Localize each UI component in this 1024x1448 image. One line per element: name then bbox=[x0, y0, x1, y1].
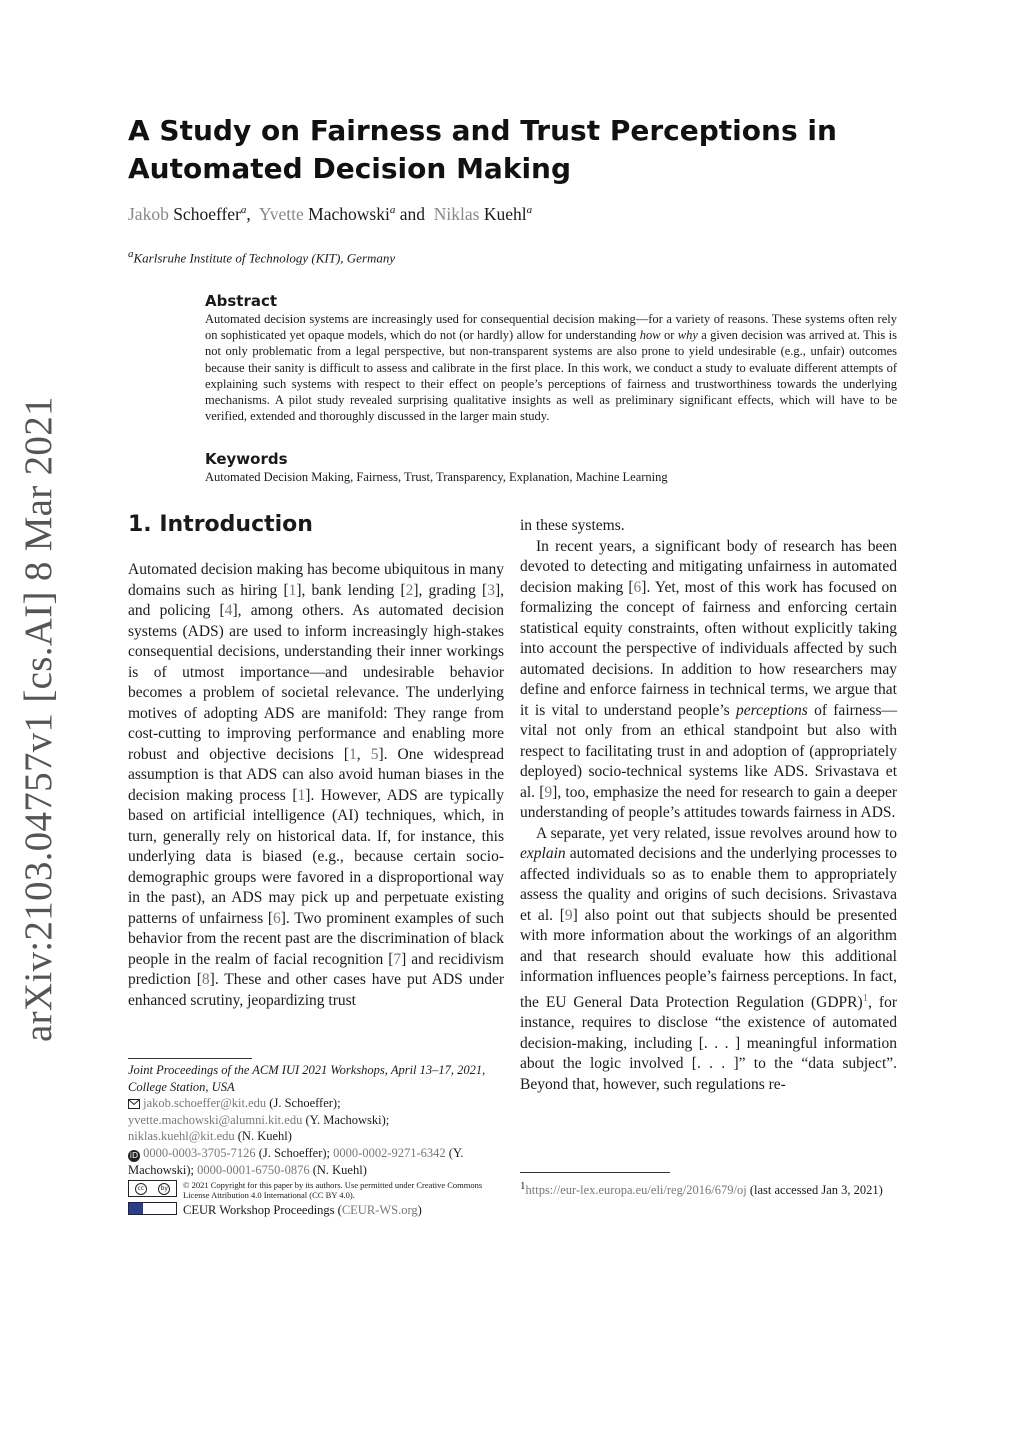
body-text: ], grading [ bbox=[413, 581, 488, 599]
citation-link[interactable]: 9 bbox=[564, 906, 573, 924]
proceedings-link[interactable]: CEUR-WS.org bbox=[341, 1203, 418, 1217]
email-owner: (Y. Machowski); bbox=[302, 1112, 390, 1127]
body-text: ] and recidivism prediction [ bbox=[128, 950, 504, 988]
citation-link[interactable]: 4 bbox=[224, 602, 233, 619]
proceedings-label: CEUR Workshop Proceedings ( bbox=[183, 1203, 342, 1217]
author-affil-mark: a bbox=[389, 204, 396, 217]
email-link[interactable]: yvette.machowski@alumni.kit.edu bbox=[128, 1112, 303, 1127]
intro-paragraph bbox=[520, 824, 897, 1096]
affiliation-mark: a bbox=[128, 248, 134, 260]
author-first-name: Jakob bbox=[128, 204, 169, 224]
author-first-name: Yvette bbox=[258, 204, 304, 224]
citation-link[interactable]: 7 bbox=[393, 950, 402, 968]
body-text: ]. One widespread assumption is that ADS can also avoid human biases in the decision making process [ bbox=[128, 745, 504, 804]
keywords-text: Automated Decision Making, Fairness, Trust, Transparency, Explanation, Machine Learning bbox=[205, 470, 668, 484]
body-text: automated decisions and the underlying processes to affected individuals so as to enable them to appropriately assess the quality and origins of such decisions. Srivastava et al. [ bbox=[520, 845, 897, 924]
abstract-body bbox=[205, 311, 897, 424]
paper-title: A Study on Fairness and Trust Perceptions in Automated Decision Making bbox=[128, 114, 837, 185]
intro-paragraph-continued: in these systems. bbox=[520, 517, 625, 534]
affiliation bbox=[128, 248, 395, 266]
left-column bbox=[128, 510, 504, 1011]
body-text: ], too, emphasize the need for research to gain a deeper understanding of people’s attitudes towards fairness in ADS. bbox=[520, 783, 897, 821]
body-text: , for instance, requires to disclose “the existence of automated decision-making, including [. . . ] meaningful information about the logic involved [. . . ]” to the “data subject”. Beyond that, however, such regulations re- bbox=[520, 993, 897, 1093]
abstract-emph: how bbox=[639, 328, 661, 343]
body-text: ], and policing [ bbox=[128, 581, 504, 619]
author-first-name: Niklas bbox=[433, 204, 480, 224]
intro-paragraph bbox=[128, 560, 504, 1011]
license-row bbox=[128, 1180, 504, 1200]
email-owner: (N. Kuehl) bbox=[234, 1129, 292, 1143]
emphasis-text: explain bbox=[520, 845, 566, 862]
body-text: In recent years, a significant body of research has been devoted to detecting and mitigating unfairness in automated decision making [ bbox=[520, 537, 897, 596]
abstract-emph: why bbox=[677, 328, 698, 343]
gdpr-footnote bbox=[520, 1178, 897, 1199]
author-last-name: Kuehl bbox=[483, 204, 527, 224]
venue-note: Joint Proceedings of the ACM IUI 2021 Workshops, April 13–17, 2021, College Station, USA bbox=[128, 1063, 486, 1094]
envelope-icon bbox=[128, 1099, 140, 1109]
body-text: ], bank lending [ bbox=[296, 581, 406, 599]
footnote-text: (last accessed Jan 3, 2021) bbox=[746, 1183, 883, 1198]
author-last-name: Machowski bbox=[308, 204, 390, 224]
author-list bbox=[128, 204, 532, 225]
orcid-owner: (Y. Machowski); bbox=[128, 1145, 464, 1177]
citation-link[interactable]: 1 bbox=[349, 745, 357, 763]
body-text: ]. Yet, most of this work has focused on formalizing the concept of fairness and enforcing certain statistical equity constraints, often without explicitly taking into account the perspective of individuals affected by such automated decisions. In addition to how researchers may define and enforce fairness in technical terms, we argue that it is vital to understand people’s bbox=[520, 578, 897, 719]
cc-by-license-icon: cc by bbox=[128, 1180, 177, 1197]
author-last-name: Schoeffer bbox=[173, 204, 241, 224]
email-line bbox=[128, 1128, 504, 1145]
affiliation-text: Karlsruhe Institute of Technology (KIT), Germany bbox=[133, 250, 396, 266]
body-text: ], among others. As automated decision systems (ADS) are used to inform increasingly high-stakes consequential decisions, understanding their inner workings is of utmost importance—and undesirable behavior becomes a problem of societal relevance. The underlying motives of adopting ADS are manifold: They range from cost-cutting to improving performance and enabling more robust and objective decisions [ bbox=[128, 602, 505, 763]
author-affil-mark: a bbox=[240, 204, 247, 217]
orcid-owner: (N. Kuehl) bbox=[309, 1162, 367, 1177]
citation-link[interactable]: 3 bbox=[487, 581, 495, 599]
citation-link[interactable]: 9 bbox=[544, 783, 553, 801]
author-affil-mark: a bbox=[526, 204, 533, 217]
footnote-number: 1 bbox=[520, 1180, 526, 1192]
orcid-link[interactable]: 0000-0001-6750-0876 bbox=[197, 1162, 310, 1177]
body-text: Automated decision making has become ubiquitous in many domains such as hiring [ bbox=[128, 561, 504, 599]
citation-link[interactable]: 1 bbox=[288, 581, 297, 599]
body-text: A separate, yet very related, issue revolves around how to bbox=[536, 824, 897, 842]
footnote-rule bbox=[128, 1058, 252, 1059]
body-text: ]. However, ADS are typically based on artificial intelligence (AI) techniques, which, in turn, generally rely on historical data. If, for instance, this underlying data is biased (e.g., because certain socio-demographic groups were favored in a disproportional way in the past), an ADS may pick up and perpetuate existing patterns of unfairness [ bbox=[128, 786, 504, 927]
author-separator: and bbox=[399, 204, 425, 224]
intro-paragraph bbox=[520, 537, 897, 824]
citation-link[interactable]: 6 bbox=[633, 578, 642, 596]
body-text: ]. These and other cases have put ADS under enhanced scrutiny, jeopardizing trust bbox=[128, 971, 504, 1009]
abstract-heading: Abstract bbox=[205, 292, 278, 310]
keywords-section bbox=[205, 450, 897, 485]
orcid-owner: (J. Schoeffer); bbox=[255, 1145, 334, 1160]
footnote-rule bbox=[520, 1172, 670, 1173]
orcid-link[interactable]: 0000-0003-3705-7126 bbox=[143, 1145, 256, 1160]
footnote-block bbox=[128, 1062, 504, 1219]
arxiv-identifier: arXiv:2103.04757v1 [cs.AI] 8 Mar 2021 bbox=[17, 396, 60, 1042]
proceedings-label: ) bbox=[417, 1203, 422, 1217]
proceedings-text bbox=[183, 1202, 422, 1219]
license-text: © 2021 Copyright for this paper by its authors. Use permitted under Creative Commons License Attribution 4.0 International (CC BY 4.0). bbox=[183, 1180, 483, 1200]
ceur-logo-icon bbox=[128, 1202, 177, 1215]
citation-link[interactable]: 2 bbox=[405, 581, 414, 599]
abstract-text: or bbox=[660, 328, 678, 343]
section-heading: 1. Introduction bbox=[128, 512, 313, 537]
orcid-link[interactable]: 0000-0002-9271-6342 bbox=[333, 1145, 446, 1160]
email-line bbox=[128, 1095, 504, 1112]
right-column bbox=[520, 516, 897, 1095]
keywords-heading: Keywords bbox=[205, 450, 288, 468]
orcid-icon: iD bbox=[129, 1150, 139, 1160]
citation-link[interactable]: 6 bbox=[273, 909, 281, 927]
citation-link[interactable]: 1 bbox=[297, 786, 306, 804]
body-text: ] also point out that subjects should be presented with more information about the workings of an algorithm and that research should evaluate how this additional information influences people’s fairness perceptions. In fact, the EU General Data Protection Regulation (GDPR) bbox=[520, 906, 897, 1011]
body-text: of fairness—vital not only from an ethical standpoint but also with respect to facilitating trust in and adoption of (appropriately deployed) socio-technical systems like ADS. Srivastava et al. [ bbox=[520, 701, 897, 801]
abstract-section bbox=[205, 292, 897, 424]
email-line bbox=[128, 1112, 504, 1129]
abstract-text: Automated decision systems are increasingly used for consequential decision making—for a variety of reasons. These systems often rely on sophisticated yet opaque models, which do not (or hardly) allow for understanding bbox=[205, 312, 897, 343]
gdpr-url-link[interactable]: https://eur-lex.europa.eu/eli/reg/2016/679/oj bbox=[525, 1183, 747, 1198]
footnote-marker[interactable]: 1 bbox=[862, 991, 869, 1004]
citation-link[interactable]: 8 bbox=[201, 971, 210, 988]
emphasis-text: perceptions bbox=[736, 701, 808, 719]
proceedings-row bbox=[128, 1202, 504, 1219]
email-owner: (J. Schoeffer); bbox=[266, 1096, 341, 1110]
email-link[interactable]: jakob.schoeffer@kit.edu bbox=[143, 1096, 267, 1110]
body-text: ]. Two prominent examples of such behavior from the recent past are the discrimination of black people in the realm of facial recognition [ bbox=[128, 909, 504, 968]
author-separator: , bbox=[246, 204, 251, 224]
abstract-text: a given decision was arrived at. This is not only problematic from a legal perspective, but non-transparent systems are also prone to yield undesirable (e.g., unfair) outcomes because their sanity is difficult to assess and calibrate in the first place. In this work, we conduct a study to evaluate different attempts of explaining such systems with respect to their effect on people’s perceptions of fairness and trustworthiness towards the underlying mechanisms. A pilot study revealed surprising qualitative insights as well as preliminary significant effects, which will have to be verified, extended and thoroughly discussed in the larger main study. bbox=[205, 328, 897, 424]
body-text: , bbox=[356, 745, 371, 763]
email-link[interactable]: niklas.kuehl@kit.edu bbox=[128, 1129, 235, 1143]
citation-link[interactable]: 5 bbox=[370, 745, 379, 763]
orcid-line bbox=[128, 1145, 504, 1179]
